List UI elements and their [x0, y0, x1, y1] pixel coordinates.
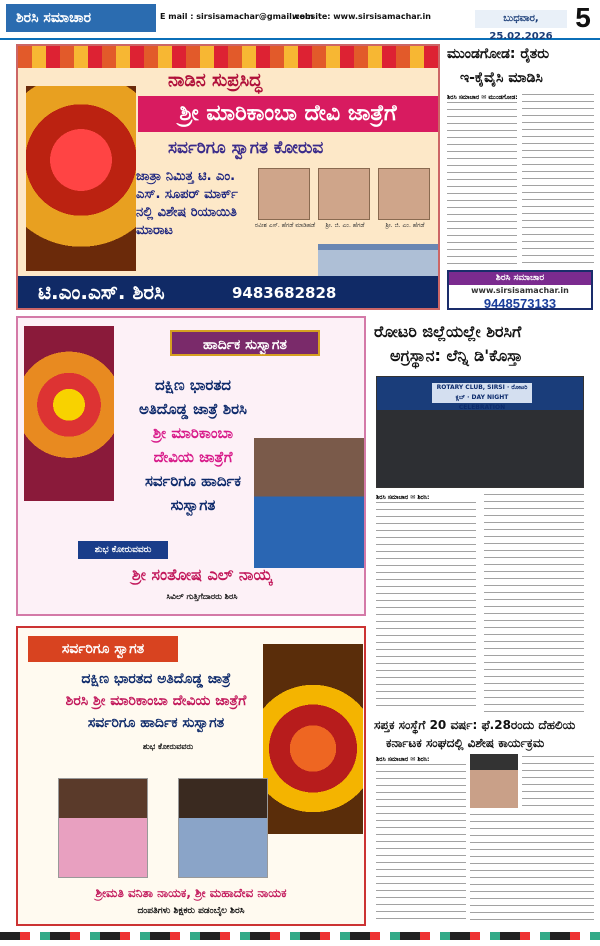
ad-brand: ಟಿ.ಎಂ.ಎಸ್. ಶಿರಸಿ [38, 280, 165, 304]
page-number: 5 [575, 2, 591, 33]
photo-banner: ROTARY CLUB, SIRSI · ರೋಟರಿ ಕ್ಲಬ್ · DAY NIGHT CELEBRATION [432, 383, 532, 403]
header-date: ಬುಧವಾರ, 25.02.2026 [475, 10, 567, 28]
ad-line: ಶಿರಸಿ ಶ್ರೀ ಮಾರಿಕಾಂಬಾ ದೇವಿಯ ಜಾತ್ರೆಗೆ [65, 693, 247, 709]
wishers-label: ಶುಭ ಕೋರುವವರು [78, 541, 168, 559]
article-headline: ಸಪ್ತಕ ಸಂಸ್ಥೆಗೆ 20 ವರ್ಷ: ಫೆ.28ರಂದು ದೆಹಲಿಯ [374, 718, 576, 732]
article-text-column [484, 494, 584, 712]
photo-caption: ರವೀಶ ಎಸ್. ಹೆಗಡೆ ಮಾಡಿಹಡೆ [254, 222, 316, 229]
header-email: E mail : sirsisamachar@gmail.com [160, 12, 314, 21]
header-website: website: www.sirsisamachar.in [292, 12, 431, 21]
page-header [0, 0, 600, 40]
ad-tagline: ನಾಡಿನ ಸುಪ್ರಸಿದ್ಧ [168, 70, 263, 91]
ad-tag: ಹಾರ್ದಿಕ ಸುಸ್ವಾಗತ [170, 330, 320, 356]
sponsor-name: ಶ್ರೀ ಸಂತೋಷ ಎಲ್ ನಾಯ್ಕ [131, 565, 273, 584]
article-dateline: ಶಿರಸಿ ಸಮಾಚಾರ ✉ ಮುಂಡಗೋಡ: [447, 94, 518, 101]
article-headline: ಅಗ್ರಸ್ಥಾನ: ಲೆನ್ನಿ ಡಿ'ಕೊಸ್ತಾ [390, 346, 523, 365]
person-photo [470, 754, 518, 808]
ad-line: ಸರ್ವರಿಗೂ ಹಾರ್ದಿಕ ಸುಸ್ವಾಗತ [87, 715, 225, 731]
marikamba-deity-image [263, 644, 363, 834]
ad-line: ಶ್ರೀ ಮಾರಿಕಾಂಬಾ [152, 424, 234, 442]
tms-advertisement [16, 44, 440, 310]
ad-message [118, 373, 268, 517]
ad-line: ದಕ್ಷಿಣ ಭಾರತದ [154, 376, 231, 394]
person-photo [258, 168, 310, 220]
sarvarigu-advertisement [16, 626, 366, 926]
promo-title: ಶಿರಸಿ ಸಮಾಚಾರ [449, 272, 591, 285]
article-text-column [522, 94, 594, 264]
festive-lights-decoration [18, 46, 438, 68]
article-text-column [470, 814, 594, 924]
sponsor-caption: ದಂಪತಿಗಳು ಶಿಕ್ಷಕರು ಪಡಂಬೈಲ ಶಿರಸಿ [137, 906, 245, 916]
ad-line: ಸುಸ್ವಾಗತ [170, 496, 216, 514]
article-headline: ಮುಂಡಗೋಡ: ರೈತರು [447, 46, 550, 62]
color-registration-strip [0, 932, 600, 940]
ad-line: ಸರ್ವರಿಗೂ ಹಾರ್ದಿಕ [144, 472, 242, 490]
person-photo [58, 778, 148, 878]
photo-caption: ಶ್ರೀ. ಜಿ. ಎಂ. ಹೆಗಡೆ [325, 222, 365, 229]
article-text-column [447, 102, 517, 264]
sponsor-names: ಶ್ರೀಮತಿ ವನಿತಾ ನಾಯಕ, ಶ್ರೀ ಮಹಾದೇವ ನಾಯಕ [95, 886, 287, 900]
hardika-advertisement [16, 316, 366, 616]
article-dateline: ಶಿರಸಿ ಸಮಾಚಾರ ✉ ಶಿರಸಿ: [376, 494, 430, 501]
person-photo [318, 168, 370, 220]
samachar-promo-box [447, 270, 593, 310]
article-headline: ರೋಟರಿ ಜಿಲ್ಲೆಯಲ್ಲೇ ಶಿರಸಿಗೆ [374, 322, 522, 341]
ad-phone: 9483682828 [232, 284, 337, 302]
rotary-event-photo [376, 376, 584, 488]
ad-tag: ಸರ್ವರಿಗೂ ಸ್ವಾಗತ [28, 636, 178, 662]
promo-phone: 9448573133 [483, 296, 557, 311]
ad-offer-text: ಜಾತ್ರಾ ನಿಮಿತ್ತ ಟಿ. ಎಂ. ಎಸ್. ಸೂಪರ್ ಮಾರ್ಕ್ ನಲ್ಲಿ ವಿಶೇಷ ರಿಯಾಯಿತಿ ಮಾರಾಟ [136, 169, 238, 238]
person-photo [254, 438, 366, 568]
article-text-column [376, 764, 466, 924]
person-photo [378, 168, 430, 220]
ad-line: ದಕ್ಷಿಣ ಭಾರತದ ಅತಿದೊಡ್ಡ ಜಾತ್ರೆ [81, 671, 231, 687]
promo-website: www.sirsisamachar.in [471, 286, 569, 295]
ad-message [26, 668, 286, 734]
article-headline: ಕರ್ನಾಟಕ ಸಂಘದಲ್ಲಿ ವಿಶೇಷ ಕಾರ್ಯಕ್ರಮ [386, 736, 545, 750]
ad-line: ಅತಿದೊಡ್ಡ ಜಾತ್ರೆ ಶಿರಸಿ [138, 400, 248, 418]
article-text-column [376, 502, 476, 712]
marikamba-deity-image [24, 326, 114, 501]
person-photo [178, 778, 268, 878]
ad-welcome-line: ಸರ್ವರಿಗೂ ಸ್ವಾಗತ ಕೋರುವ [168, 138, 324, 158]
photo-caption: ಶ್ರೀ. ಜಿ. ಎಂ. ಹೆಗಡೆ [385, 222, 425, 229]
article-text-column [522, 756, 594, 812]
masthead: ಶಿರಸಿ ಸಮಾಚಾರ [6, 4, 156, 32]
wishers-label: ಶುಭ ಕೋರುವವರು [142, 742, 194, 751]
article-headline: ಇ-ಕೈವೈಸಿ ಮಾಡಿಸಿ [460, 70, 543, 86]
ad-jatre-title: ಶ್ರೀ ಮಾರಿಕಾಂಬಾ ದೇವಿ ಜಾತ್ರೆಗೆ [138, 96, 438, 132]
sponsor-occupation: ಸಿವಿಲ್ ಗುತ್ತಿಗೆದಾರರು ಶಿರಸಿ [166, 592, 238, 601]
article-dateline: ಶಿರಸಿ ಸಮಾಚಾರ ✉ ಶಿರಸಿ: [376, 756, 430, 763]
ad-line: ದೇವಿಯ ಜಾತ್ರೆಗೆ [153, 448, 233, 466]
marikamba-deity-image [26, 86, 136, 271]
